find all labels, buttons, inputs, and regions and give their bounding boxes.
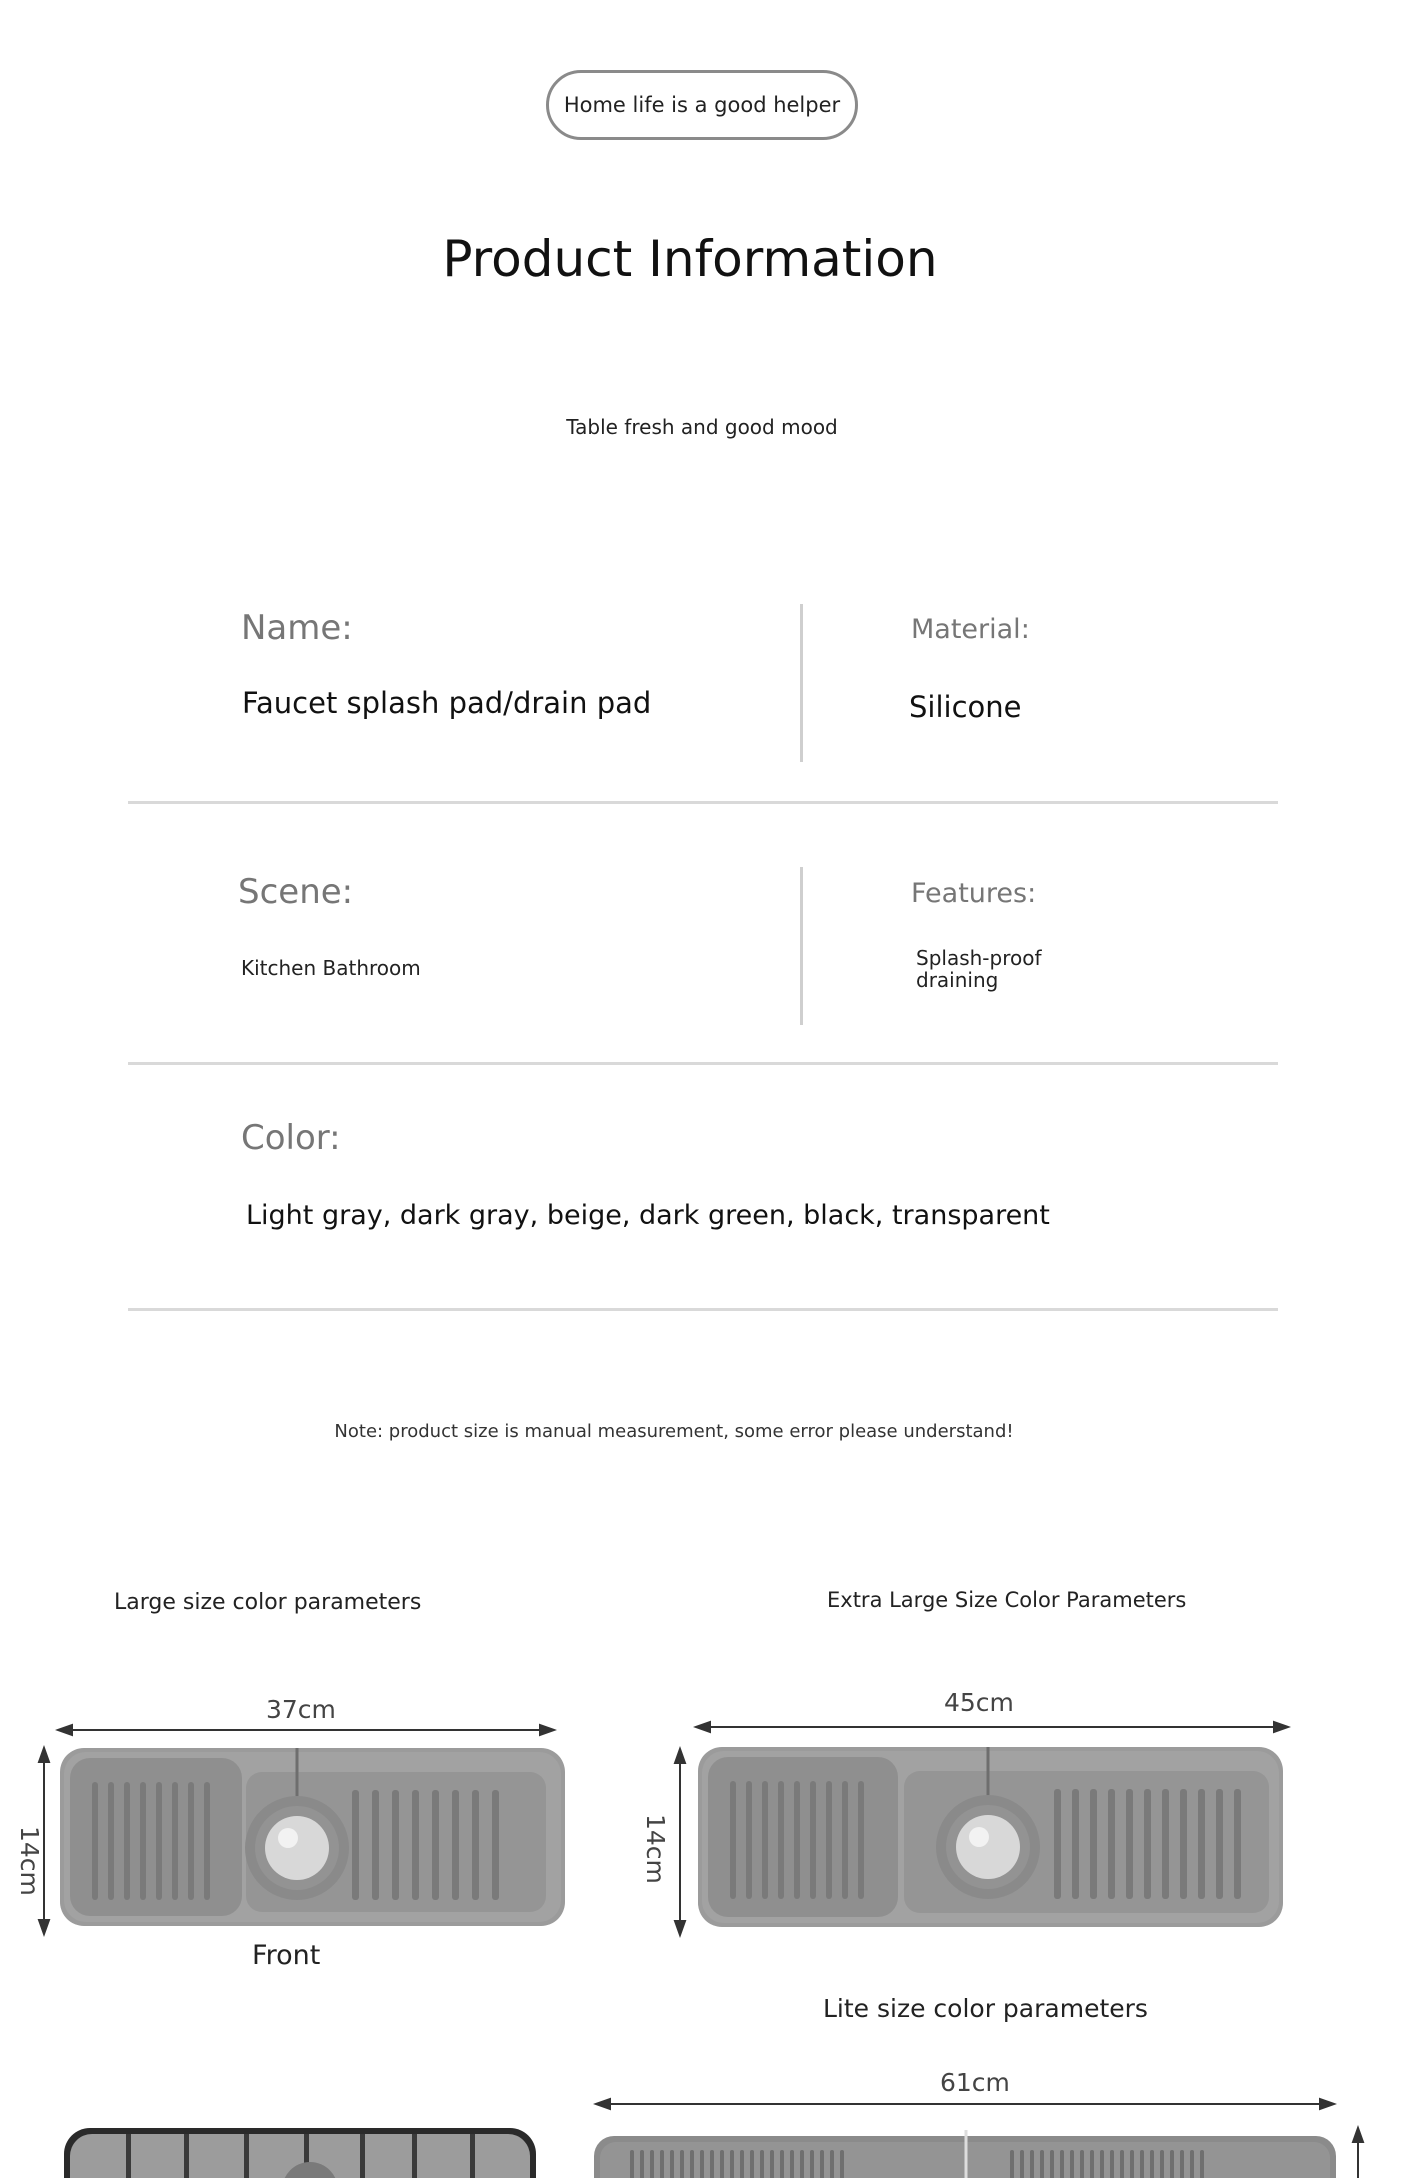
features-value-line2: draining [916, 968, 999, 992]
xl-pad-diagram [668, 1715, 1298, 1940]
measurement-note: Note: product size is manual measurement, some error please understand! [334, 1421, 1014, 1442]
xl-width-label: 45cm [944, 1688, 1014, 1717]
divider-horizontal-3 [128, 1308, 1278, 1311]
divider-vertical-2 [800, 867, 803, 1025]
material-label: Material: [911, 614, 1030, 645]
color-value: Light gray, dark gray, beige, dark green, black, transparent [246, 1200, 1050, 1231]
lite-size-heading: Lite size color parameters [823, 1994, 1148, 2023]
large-size-heading: Large size color parameters [114, 1590, 422, 1615]
name-label: Name: [241, 608, 353, 648]
scene-value: Kitchen Bathroom [241, 956, 421, 980]
page-subtitle: Table fresh and good mood [566, 415, 838, 439]
divider-horizontal-1 [128, 801, 1278, 804]
back-pad-diagram [60, 2120, 540, 2178]
divider-horizontal-2 [128, 1062, 1278, 1065]
page-title: Product Information [442, 230, 938, 288]
tagline-text: Home life is a good helper [563, 93, 841, 117]
xl-size-heading: Extra Large Size Color Parameters [827, 1588, 1187, 1612]
large-caption: Front [252, 1940, 321, 1971]
lite-width-label: 61cm [940, 2068, 1010, 2097]
features-label: Features: [911, 878, 1037, 909]
large-width-label: 37cm [266, 1695, 336, 1724]
material-value: Silicone [909, 690, 1022, 724]
lite-pad-diagram [580, 2090, 1407, 2178]
xl-height-label: 14cm [641, 1814, 670, 1884]
tagline-badge [546, 70, 858, 140]
color-label: Color: [241, 1118, 341, 1158]
name-value: Faucet splash pad/drain pad [242, 686, 652, 720]
large-height-label: 14cm [15, 1826, 44, 1896]
scene-label: Scene: [238, 872, 354, 912]
features-value-line1: Splash-proof [916, 946, 1042, 970]
divider-vertical-1 [800, 604, 803, 762]
large-pad-diagram [30, 1720, 570, 1940]
